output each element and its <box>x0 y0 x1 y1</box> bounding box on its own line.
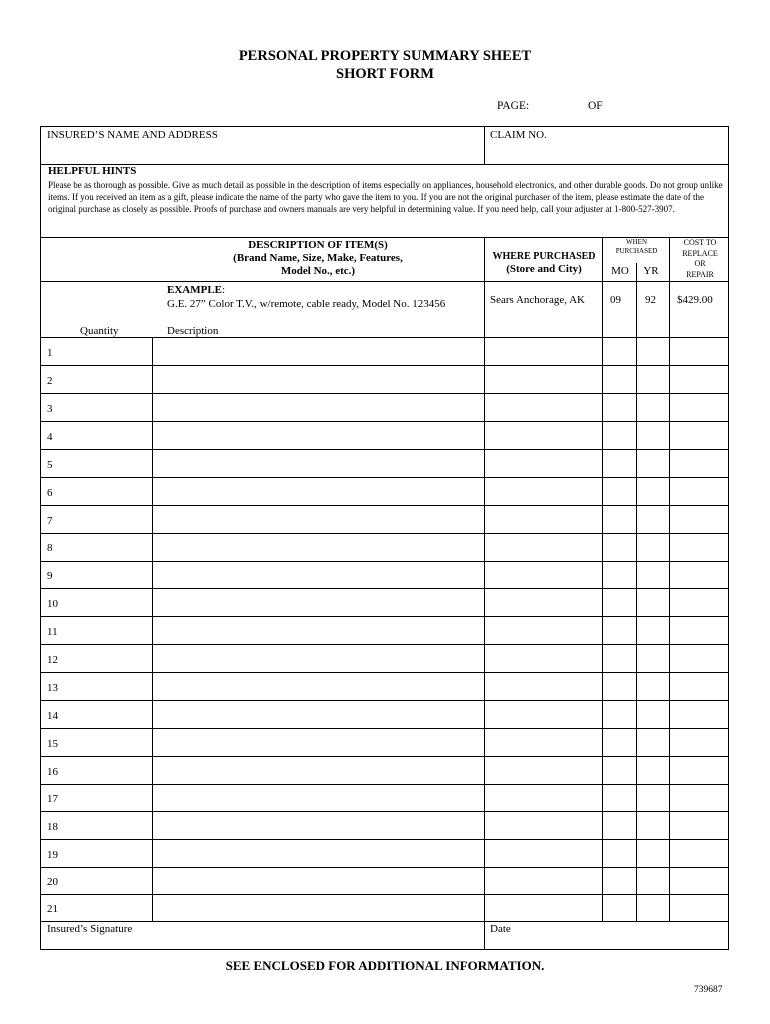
row-line <box>40 811 729 812</box>
date-field[interactable]: Date <box>490 923 511 935</box>
row-number: 4 <box>47 431 53 443</box>
row-line <box>40 588 729 589</box>
year-header: YR <box>643 265 659 277</box>
row-line <box>40 894 729 895</box>
description-header-line: Model No., etc.) <box>280 265 356 277</box>
row-line <box>40 700 729 701</box>
description-header-line: (Brand Name, Size, Make, Features, <box>233 252 403 264</box>
cost-header-line: OR <box>694 259 706 268</box>
example-label-text: EXAMPLE <box>167 284 222 296</box>
divider-line <box>669 337 670 921</box>
row-number: 9 <box>47 570 53 582</box>
cost-header-line: REPAIR <box>686 269 714 279</box>
form-subtitle: SHORT FORM <box>336 66 434 82</box>
row-number: 19 <box>47 849 58 861</box>
row-line <box>40 672 729 673</box>
row-number: 20 <box>47 876 58 888</box>
row-number: 21 <box>47 903 58 915</box>
description-label: Description <box>167 325 219 337</box>
row-line <box>40 728 729 729</box>
example-year: 92 <box>645 294 656 306</box>
divider-line <box>152 337 153 921</box>
row-line <box>40 616 729 617</box>
row-line <box>40 421 729 422</box>
row-line <box>40 505 729 506</box>
row-number: 1 <box>47 347 53 359</box>
row-number: 15 <box>47 738 58 750</box>
quantity-label: Quantity <box>80 325 119 337</box>
row-number: 17 <box>47 793 58 805</box>
when-purchased-line: WHEN <box>626 238 647 246</box>
row-line <box>40 921 729 922</box>
example-cost: $429.00 <box>677 294 713 306</box>
cost-header-line: COST TO <box>683 238 717 247</box>
row-line <box>40 867 729 868</box>
divider-line <box>484 337 485 949</box>
divider-line <box>602 337 603 921</box>
divider-line <box>636 337 637 921</box>
insured-signature-field[interactable]: Insured’s Signature <box>47 923 133 935</box>
row-line <box>40 839 729 840</box>
of-label: OF <box>588 100 603 112</box>
where-purchased-line: (Store and City) <box>506 263 582 275</box>
row-number: 18 <box>47 821 58 833</box>
month-header: MO <box>611 265 629 277</box>
row-line <box>40 449 729 450</box>
where-purchased-header <box>485 250 603 276</box>
example-month: 09 <box>610 294 621 306</box>
row-number: 13 <box>47 682 58 694</box>
row-line <box>40 393 729 394</box>
row-number: 8 <box>47 542 53 554</box>
row-line <box>40 561 729 562</box>
row-line <box>40 477 729 478</box>
row-number: 14 <box>47 710 58 722</box>
divider-line <box>484 126 485 164</box>
row-number: 12 <box>47 654 58 666</box>
cost-header <box>671 238 729 280</box>
row-number: 10 <box>47 598 58 610</box>
example-label-colon: : <box>222 284 226 296</box>
divider-line <box>40 281 729 282</box>
insured-name-address-field[interactable]: INSURED’S NAME AND ADDRESS <box>47 129 218 141</box>
cost-header-line: REPLACE <box>682 248 718 258</box>
description-header <box>152 239 484 278</box>
example-description: G.E. 27” Color T.V., w/remote, cable ready, Model No. 123456 <box>167 298 446 310</box>
footer-note: SEE ENCLOSED FOR ADDITIONAL INFORMATION. <box>225 958 545 973</box>
when-purchased-line: PURCHASED <box>615 247 658 255</box>
row-line <box>40 365 729 366</box>
divider-line <box>40 164 729 165</box>
description-header-line: DESCRIPTION OF ITEM(S) <box>248 239 388 251</box>
row-line <box>40 533 729 534</box>
row-number: 16 <box>47 766 58 778</box>
where-purchased-line: WHERE PURCHASED <box>492 251 596 262</box>
row-number: 6 <box>47 487 53 499</box>
page-label: PAGE: <box>497 100 530 112</box>
row-line <box>40 756 729 757</box>
row-line <box>40 784 729 785</box>
row-number: 5 <box>47 459 53 471</box>
hints-body: Please be as thorough as possible. Give as much detail as possible in the description of items especially on appliances, household electronics, and other durable goods. Do not group unlike items. If you received an item as a gift, please indicate the name of the party who gave the item to you. If you are not the original purchaser of the item, please estimate the date of the original purchase as closely as possible. Proofs of purchase and owners manuals are very helpful in determining value. If you need help, call your adjuster at 1-800-527-3907. <box>48 180 723 214</box>
form-number: 739687 <box>694 985 723 995</box>
row-number: 3 <box>47 403 53 415</box>
row-number: 7 <box>47 515 53 527</box>
row-line <box>40 644 729 645</box>
divider-line <box>40 337 729 338</box>
row-number: 2 <box>47 375 53 387</box>
row-number: 11 <box>47 626 58 638</box>
example-label <box>167 284 225 296</box>
form-title: PERSONAL PROPERTY SUMMARY SHEET <box>238 48 532 64</box>
claim-no-field[interactable]: CLAIM NO. <box>490 129 547 141</box>
hints-title: HELPFUL HINTS <box>48 165 137 177</box>
when-purchased-header <box>603 238 670 256</box>
example-store: Sears Anchorage, AK <box>490 294 586 306</box>
